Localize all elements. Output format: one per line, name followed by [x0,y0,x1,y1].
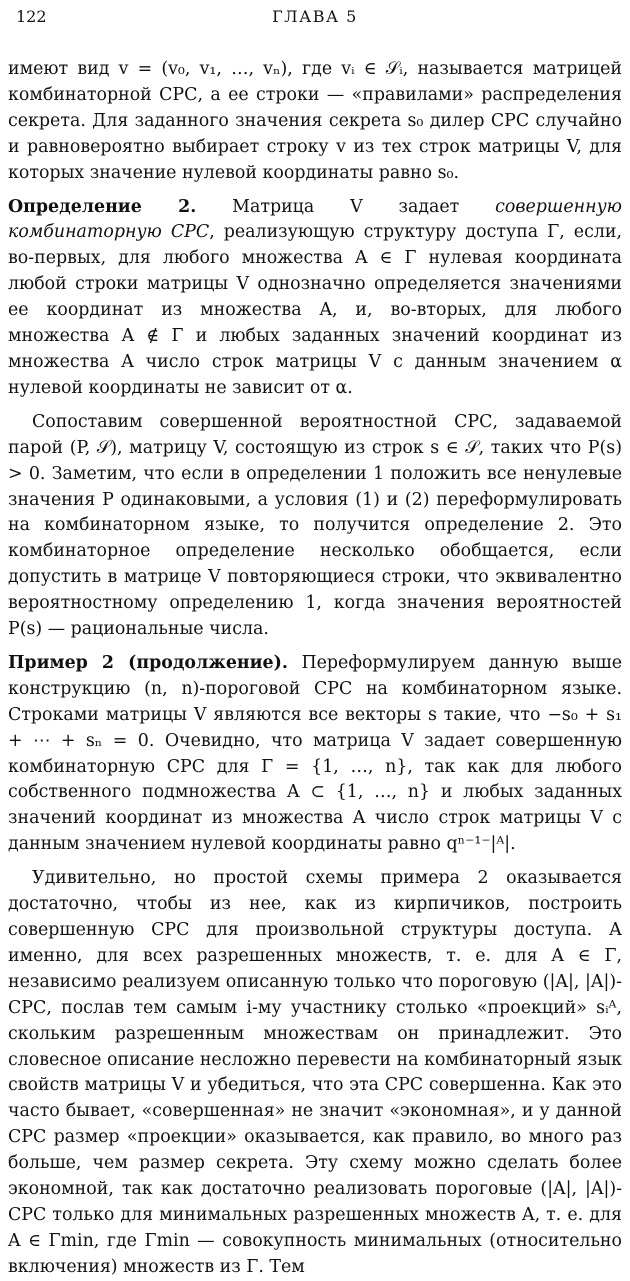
paragraph-1-text: имеют вид v = (v₀, v₁, …, vₙ), где vᵢ ∈ 𝒮ᵢ, называется матрицей комбинаторной СРС, а ее строки — «правилами» распределения секрета. Для заданного значения секрета s₀ дилер СРС случайно и равновероятно выбирает строку v из тех строк матрицы V, для которых значение нулевой координаты равно s₀. [8,59,622,183]
page-number: 122 [16,7,47,26]
paragraph-3-text: Сопоставим совершенной вероятностной СРС, задаваемой парой (P, 𝒮), матрицу V, состоящую из строк s ∈ 𝒮, таких что P(s) > 0. Заметим, что если в определении 1 положить все ненулевые значения P одинаковыми, а условия (1) и (2) переформулировать на комбинаторном языке, то получится определение 2. Это комбинаторное определение несколько обобщается, если допустить в матрице V повторяющиеся строки, что эквивалентно вероятностному определению 1, когда значения вероятностей P(s) — рациональные числа. [8,411,622,640]
paragraph-5 [8,866,622,1281]
definition-2-emphasis: совершенную комбинаторную СРС [8,196,622,243]
definition-2-label: Определение 2. [8,196,197,217]
paragraph-1 [8,57,622,187]
example-2-text: Переформулируем данную выше конструкцию (n, n)-пороговой СРС на комбинаторном языке. Строками матрицы V являются все векторы s такие, что −s₀ + s₁ + ⋯ + sₙ = 0. Очевидно, что матрица V задает совершенную комбинаторную СРС для Γ = {1, …, n}, так как для любого собственного подмножества A ⊂ {1, …, n} и любых заданных значений координат из множества A число строк матрицы V с данным значением нулевой координаты равно qⁿ⁻¹⁻|ᴬ|. [8,652,623,855]
paragraph-5-text: Удивительно, но простой схемы примера 2 оказывается достаточно, чтобы из нее, как из кирпичиков, построить совершенную СРС для произвольной структуры доступа. А именно, для всех разрешенных множеств, т. е. для A ∈ Γ, независимо реализуем описанную только что пороговую (|A|, |A|)-СРС, послав тем самым i-му участнику столько «проекций» sᵢᴬ, скольким разрешенным множествам он принадлежит. Это словесное описание несложно перевести на комбинаторный язык свойств матрицы V и убедиться, что эта СРС совершенна. Как это часто бывает, «совершенная» не значит «экономная», и у данной СРС размер «проекции» оказывается, как правило, во много раз больше, чем размер секрета. Эту схему можно сделать более экономной, так как достаточно реализовать пороговые (|A|, |A|)-СРС только для минимальных разрешенных множеств A, т. е. для A ∈ Γmin, где Γmin — совокупность минимальных (относительно включения) множеств из Γ. Тем [8,868,622,1277]
definition-2 [8,195,622,402]
example-2-label: Пример 2 (продолжение). [8,652,288,673]
chapter-title: ГЛАВА 5 [272,7,358,26]
definition-2-text-b: , реализующую структуру доступа Γ, если, во-первых, для любого множества A ∈ Γ нулевая координата любой строки матрицы V однозначно определяется значениями ее координат из множества A, и, во-вторых, для любого множества A ∉ Γ и любых заданных значений координат из множества A число строк матрицы V с данным значением α нулевой координаты не зависит от α. [8,222,622,398]
page-body [8,57,622,1281]
definition-2-text-a: Матрица V задает [196,196,496,217]
running-head [8,0,622,30]
paragraph-3 [8,410,622,643]
example-2 [8,651,622,858]
